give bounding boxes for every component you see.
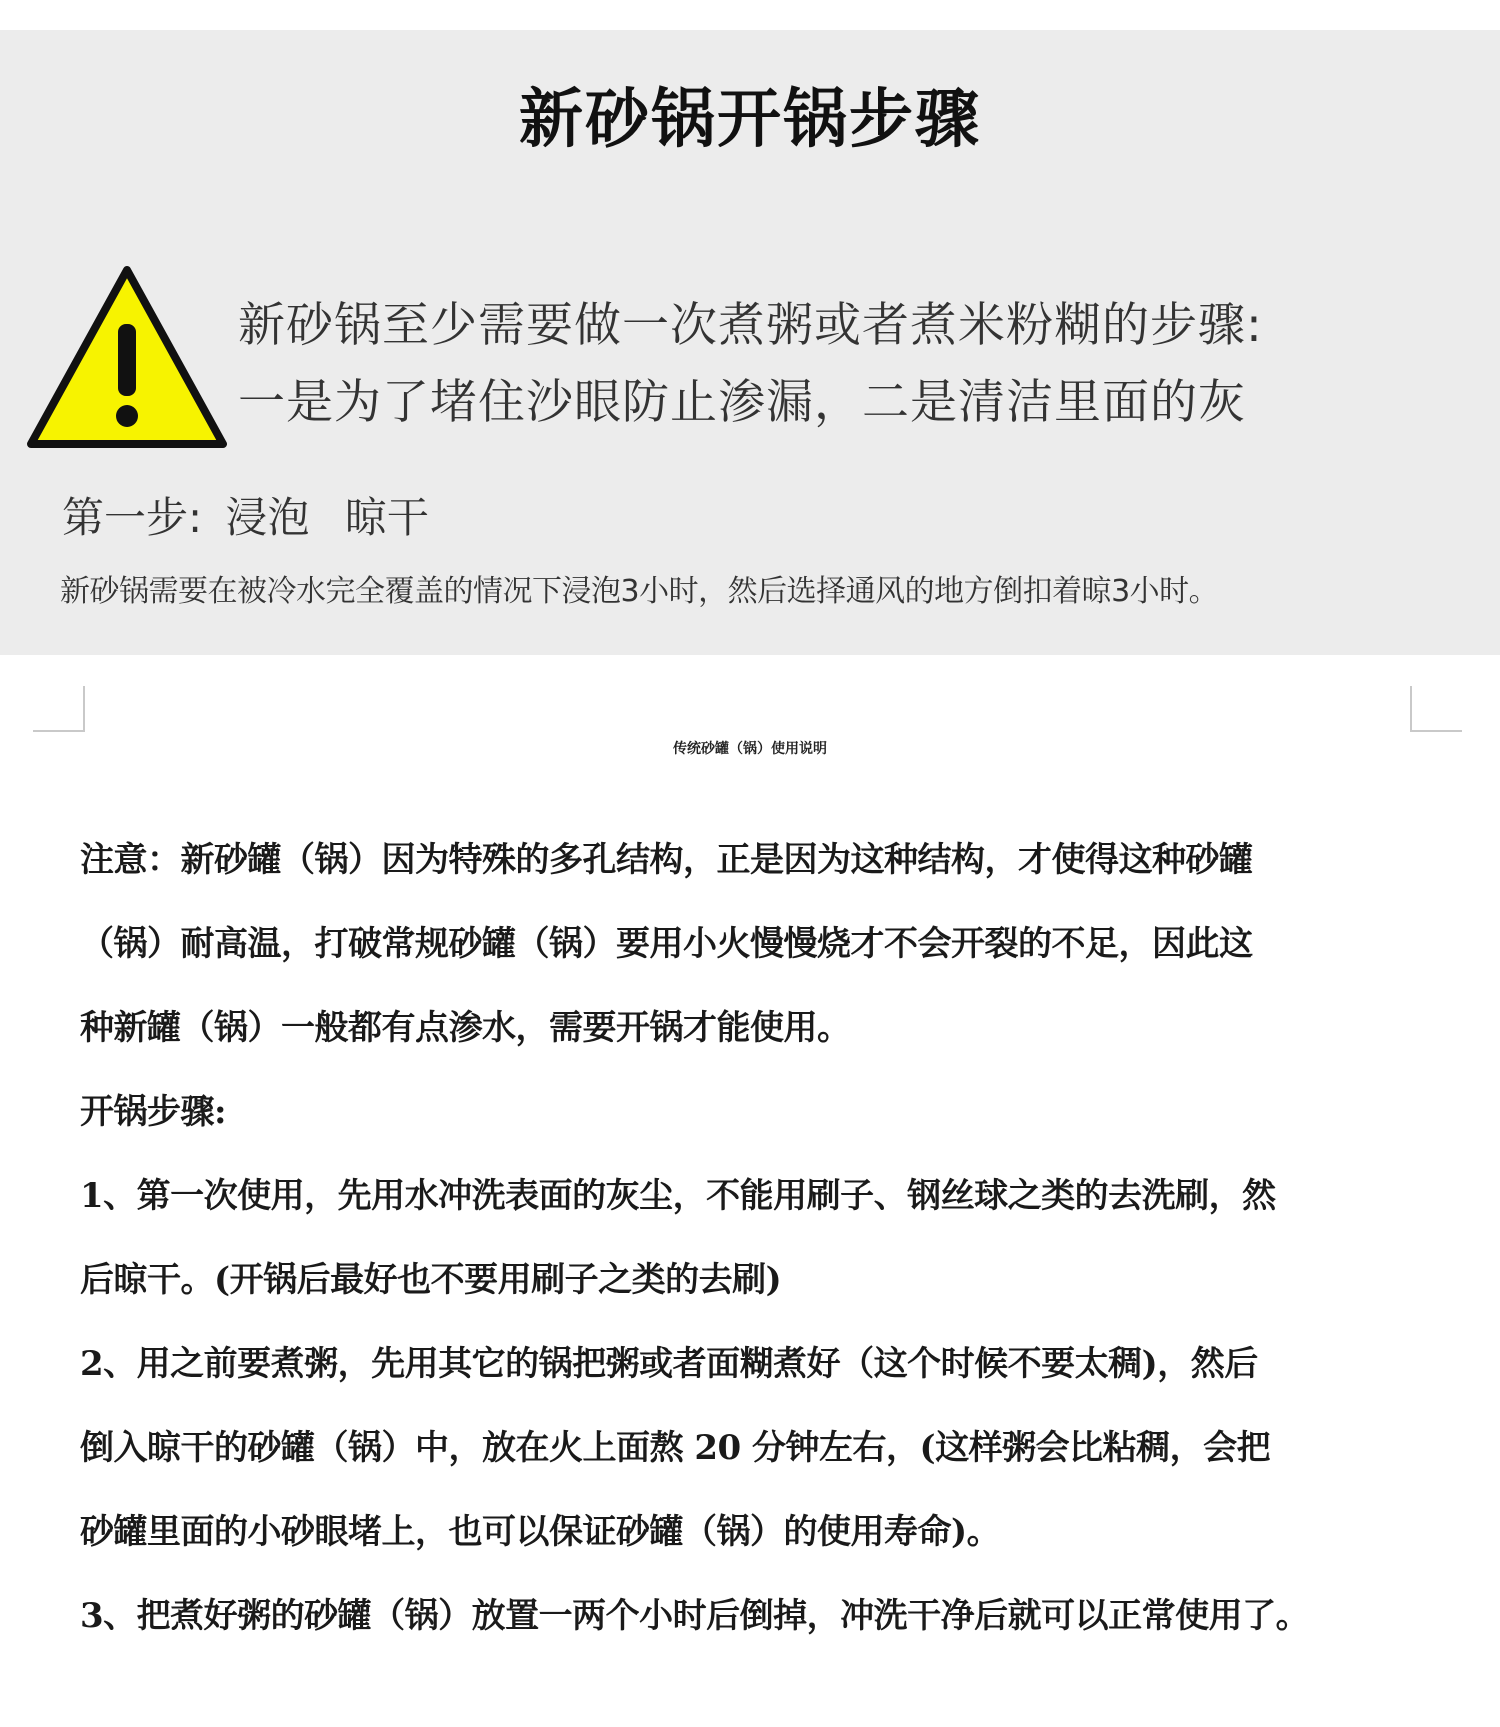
doc-paragraph-line: 1、第一次使用，先用水冲洗表面的灰尘，不能用刷子、钢丝球之类的去洗刷，然 xyxy=(80,1176,1276,1216)
step1-heading xyxy=(62,485,429,545)
doc-paragraph-line: （锅）耐高温，打破常规砂罐（锅）要用小火慢慢烧才不会开裂的不足，因此这 xyxy=(80,924,1253,964)
step1-label: 第一步: xyxy=(62,493,203,542)
page-title: 新砂锅开锅步骤 xyxy=(519,83,981,157)
page-corner-mark-left xyxy=(33,686,85,732)
doc-paragraph-line: 砂罐里面的小砂眼堵上，也可以保证砂罐（锅）的使用寿命)。 xyxy=(80,1512,1001,1552)
page-corner-mark-right xyxy=(1410,686,1462,732)
document-title: 传统砂罐（锅）使用说明 xyxy=(673,741,827,757)
doc-paragraph-line: 后晾干。(开锅后最好也不要用刷子之类的去刷) xyxy=(80,1260,782,1300)
doc-paragraph-line: 2、用之前要煮粥，先用其它的锅把粥或者面糊煮好（这个时候不要太稠)，然后 xyxy=(80,1344,1258,1384)
doc-paragraph-line: 种新罐（锅）一般都有点渗水，需要开锅才能使用。 xyxy=(80,1008,851,1048)
warning-triangle-icon xyxy=(25,262,230,452)
doc-paragraph-line: 注意：新砂罐（锅）因为特殊的多孔结构，正是因为这种结构，才使得这种砂罐 xyxy=(80,840,1253,880)
step1-action-dry: 晾干 xyxy=(344,493,429,542)
step1-description: 新砂锅需要在被冷水完全覆盖的情况下浸泡3小时，然后选择通风的地方倒扣着晾3小时。 xyxy=(60,574,1219,609)
doc-paragraph-line: 3、把煮好粥的砂罐（锅）放置一两个小时后倒掉，冲洗干净后就可以正常使用了。 xyxy=(80,1596,1310,1636)
warning-text-line-2: 一是为了堵住沙眼防止渗漏，二是清洁里面的灰 xyxy=(238,375,1246,430)
doc-paragraph-line: 倒入晾干的砂罐（锅）中，放在火上面熬 20 分钟左右，(这样粥会比粘稠，会把 xyxy=(80,1428,1271,1468)
warning-text-line-1: 新砂锅至少需要做一次煮粥或者煮米粉糊的步骤: xyxy=(238,298,1263,353)
step1-action-soak: 浸泡 xyxy=(225,493,310,542)
doc-section-heading: 开锅步骤: xyxy=(80,1092,227,1132)
